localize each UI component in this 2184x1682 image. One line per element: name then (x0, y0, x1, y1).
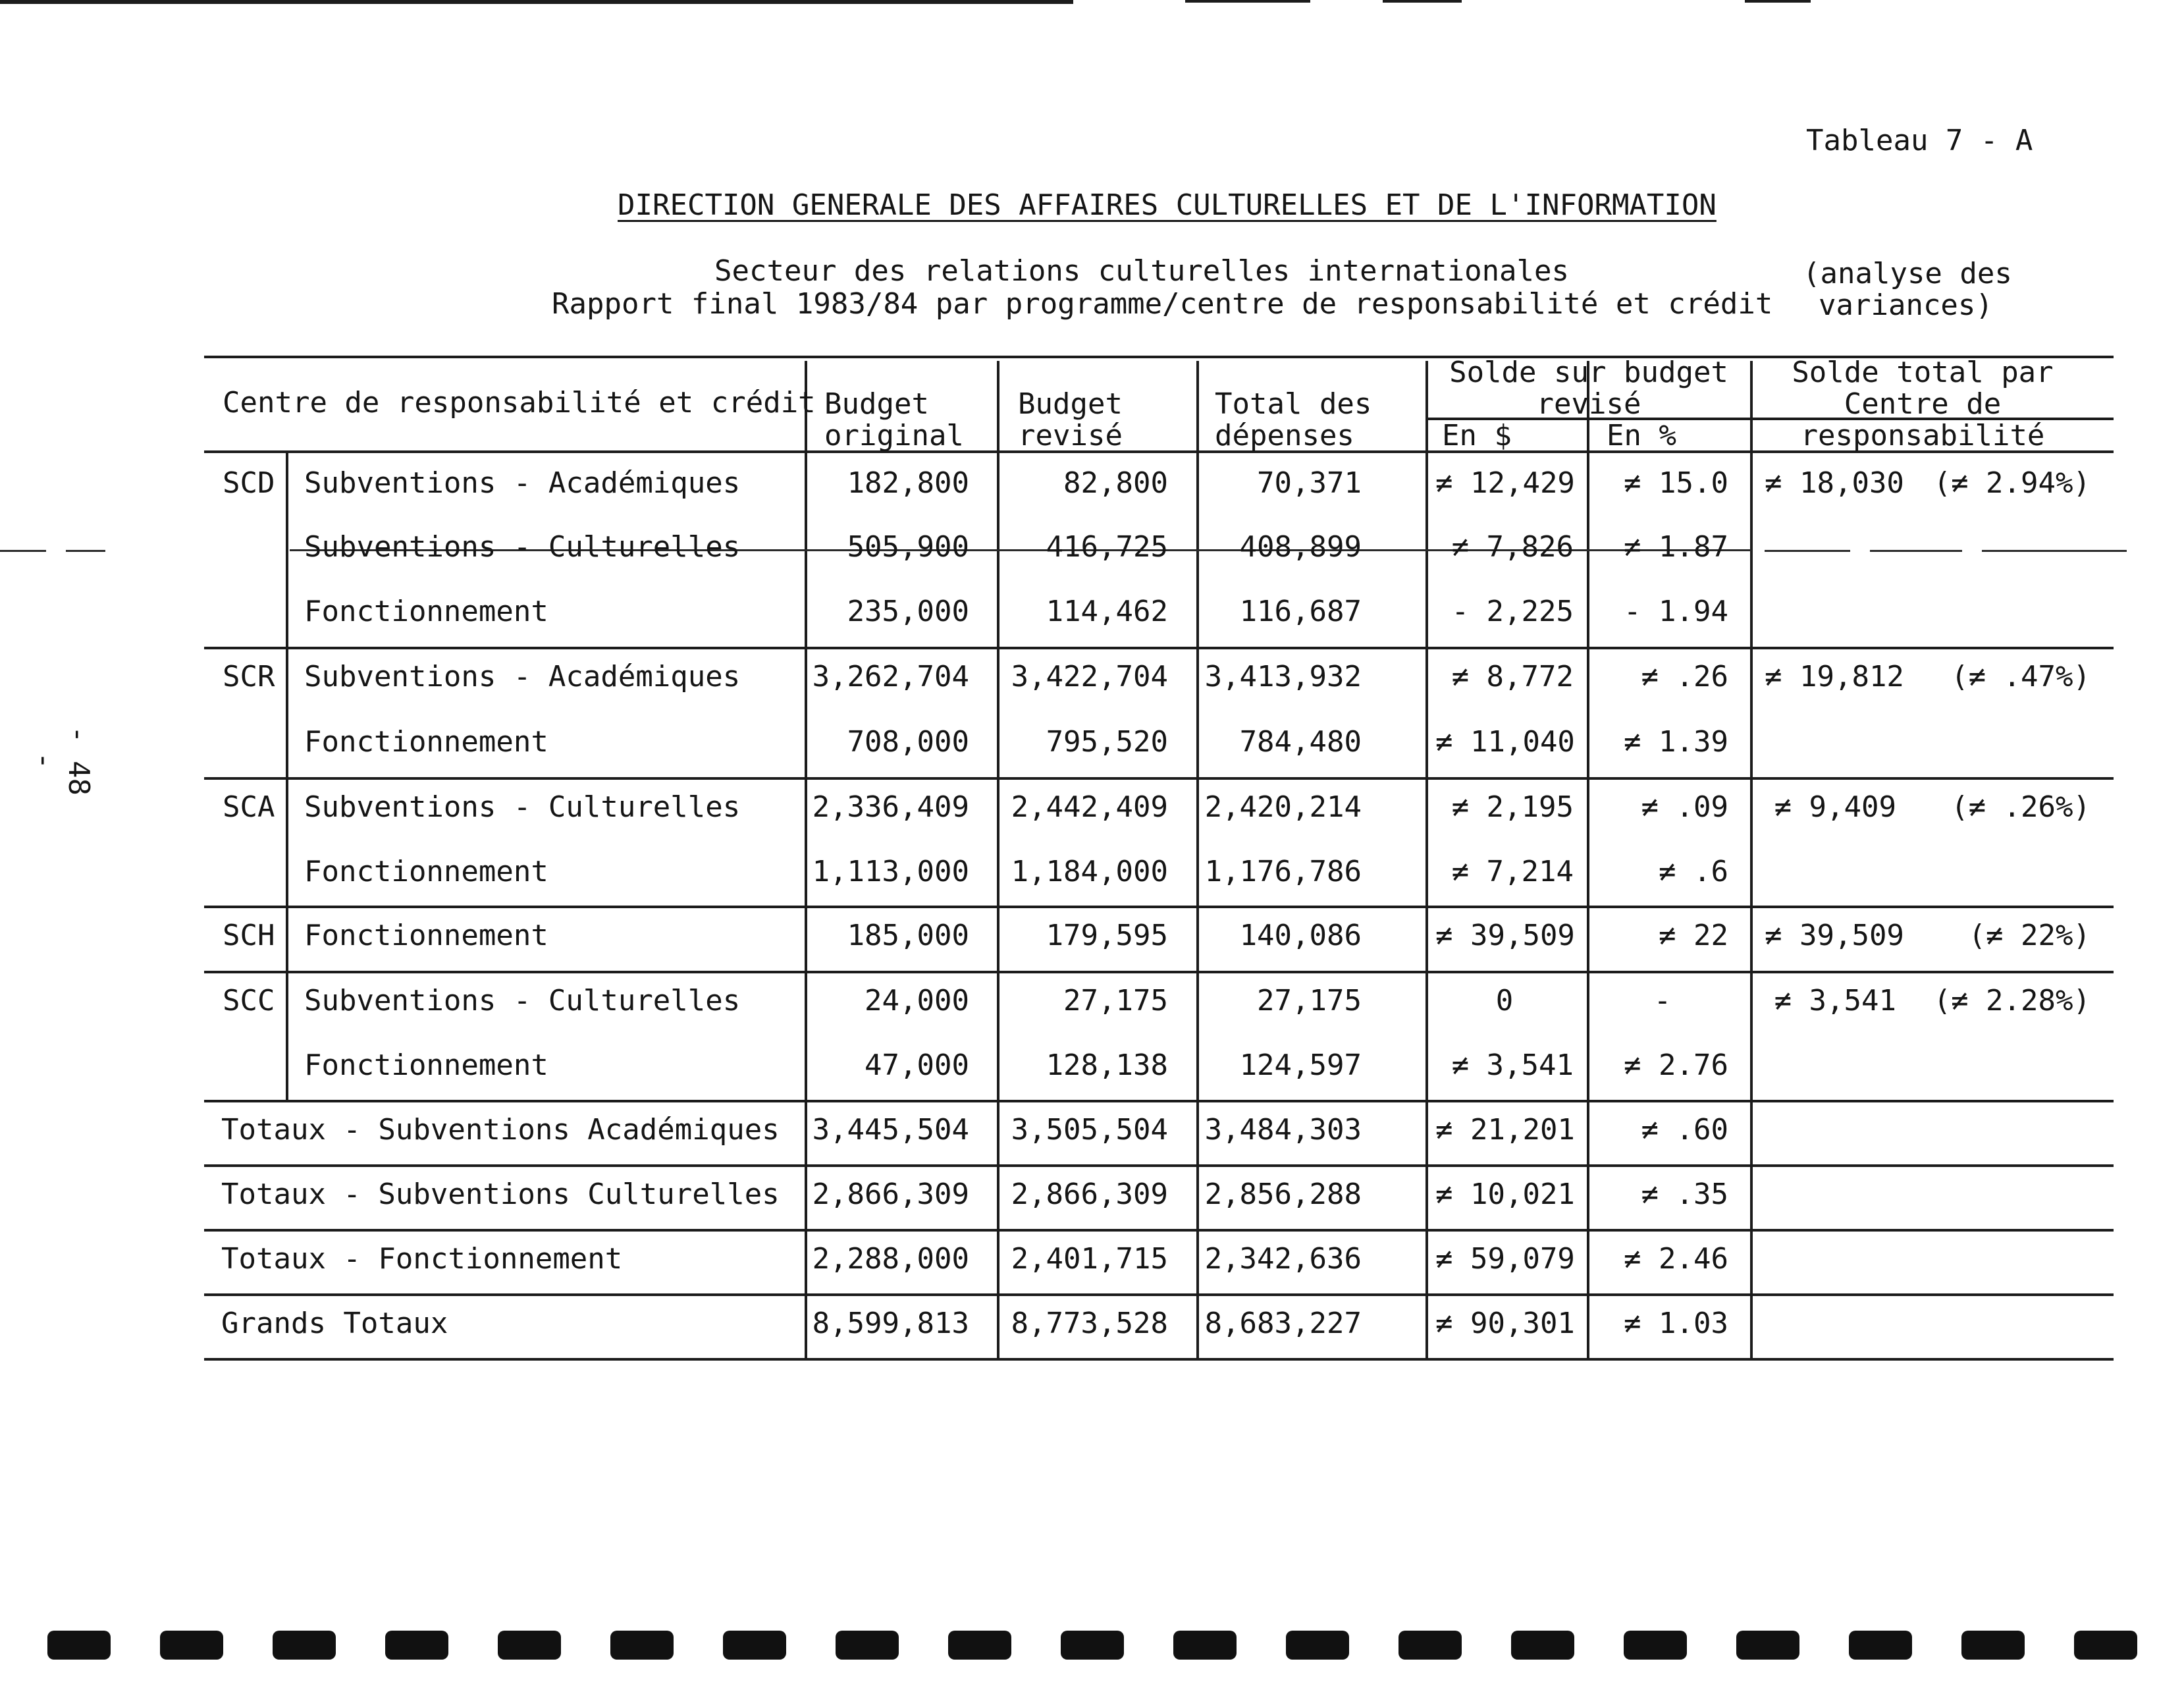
row-total-depenses: 70,371 (1257, 466, 1362, 500)
grid-line (204, 1164, 2114, 1167)
row-solde-dollars: ≠ 12,429 (1435, 466, 1575, 500)
punch-hole (160, 1631, 223, 1660)
row-solde-dollars: ≠ 3,541 (1451, 1048, 1574, 1082)
punch-hole (1849, 1631, 1912, 1660)
scan-dash (1982, 550, 2127, 552)
row-total-depenses: 140,086 (1239, 919, 1362, 952)
row-budget-original: 24,000 (865, 984, 969, 1017)
row-credit: Subventions - Culturelles (304, 984, 741, 1017)
tableau-label: Tableau 7 - A (1806, 124, 2033, 157)
row-solde-dollars: ≠ 11,040 (1435, 725, 1575, 759)
row-code: SCH (223, 919, 275, 952)
punch-hole (47, 1631, 111, 1660)
row-solde-total-pct: (≠ 22%) (1968, 919, 2091, 952)
header-solde-total-2: Centre de (1844, 387, 2002, 421)
grid-line (204, 777, 2114, 780)
subtitle-sector: Secteur des relations culturelles internationales (714, 254, 1570, 288)
grid-line (204, 1358, 2114, 1361)
grid-line (204, 1100, 2114, 1102)
scan-dash (1870, 550, 1962, 552)
row-solde-pct: ≠ .26 (1641, 660, 1728, 693)
scan-dash (66, 550, 105, 552)
header-solde-total-3: responsabilité (1800, 419, 2045, 452)
grid-line (204, 971, 2114, 973)
scan-top-bar (1745, 0, 1811, 3)
row-solde-total: ≠ 19,812 (1765, 660, 1904, 693)
punch-hole (610, 1631, 674, 1660)
row-solde-dollars: 0 (1495, 984, 1514, 1017)
header-budget-original-2: original (824, 419, 964, 452)
totals-budget-revise: 2,401,715 (1011, 1242, 1168, 1276)
side-page-number: - 48 - (28, 726, 95, 796)
totals-label: Grands Totaux (221, 1307, 448, 1340)
row-solde-pct: ≠ 2.76 (1624, 1048, 1728, 1082)
header-budget-revise-2: revisé (1018, 419, 1123, 452)
subtitle-report: Rapport final 1983/84 par programme/centre de responsabilité et crédit (552, 287, 1773, 321)
totals-budget-revise: 3,505,504 (1011, 1113, 1168, 1147)
grid-line (204, 1229, 2114, 1232)
row-budget-original: 3,262,704 (812, 660, 969, 693)
totals-budget-revise: 8,773,528 (1011, 1307, 1168, 1340)
header-total-depenses-2: dépenses (1215, 419, 1354, 452)
row-solde-pct: ≠ 1.39 (1624, 725, 1728, 759)
row-solde-pct: ≠ .09 (1641, 790, 1728, 824)
row-code: SCD (223, 466, 275, 500)
row-solde-total-pct: (≠ 2.28%) (1933, 984, 2091, 1017)
header-en-dollars: En $ (1442, 419, 1512, 452)
punch-hole (1286, 1631, 1349, 1660)
punch-hole (1736, 1631, 1799, 1660)
row-total-depenses: 3,413,932 (1204, 660, 1362, 693)
totals-total-depenses: 2,856,288 (1204, 1178, 1362, 1211)
totals-solde-pct: ≠ .35 (1641, 1178, 1728, 1211)
header-budget-original-1: Budget (824, 387, 929, 421)
totals-budget-original: 3,445,504 (812, 1113, 969, 1147)
row-solde-total-pct: (≠ .47%) (1951, 660, 2091, 693)
row-credit: Fonctionnement (304, 919, 548, 952)
totals-budget-original: 2,866,309 (812, 1178, 969, 1211)
row-total-depenses: 124,597 (1239, 1048, 1362, 1082)
punch-hole (2074, 1631, 2137, 1660)
row-total-depenses: 116,687 (1239, 595, 1362, 628)
punch-hole (1624, 1631, 1687, 1660)
row-total-depenses: 27,175 (1257, 984, 1362, 1017)
punch-hole (836, 1631, 899, 1660)
punch-hole (498, 1631, 561, 1660)
punch-hole (1173, 1631, 1237, 1660)
row-code: SCA (223, 790, 275, 824)
row-solde-dollars: ≠ 8,772 (1451, 660, 1574, 693)
header-centre: Centre de responsabilité et crédit (223, 386, 816, 420)
row-credit: Fonctionnement (304, 855, 548, 888)
header-total-depenses-1: Total des (1215, 387, 1372, 421)
row-credit: Fonctionnement (304, 725, 548, 759)
document-title: DIRECTION GENERALE DES AFFAIRES CULTURELLES ET DE L'INFORMATION (618, 188, 1717, 222)
totals-solde-pct: ≠ 1.03 (1624, 1307, 1728, 1340)
punch-hole (723, 1631, 786, 1660)
row-credit: Fonctionnement (304, 595, 548, 628)
totals-budget-original: 2,288,000 (812, 1242, 969, 1276)
row-solde-pct: - (1653, 984, 1672, 1017)
row-budget-original: 47,000 (865, 1048, 969, 1082)
row-budget-revise: 416,725 (1046, 530, 1168, 564)
row-budget-revise: 1,184,000 (1011, 855, 1168, 888)
row-budget-revise: 179,595 (1046, 919, 1168, 952)
row-total-depenses: 1,176,786 (1204, 855, 1362, 888)
row-solde-pct: ≠ 15.0 (1624, 466, 1728, 500)
row-solde-pct: ≠ 1.87 (1624, 530, 1728, 564)
scan-top-bar (0, 0, 1073, 4)
header-solde-1: Solde sur budget (1449, 356, 1728, 389)
row-budget-revise: 795,520 (1046, 725, 1168, 759)
row-budget-revise: 82,800 (1063, 466, 1168, 500)
row-credit: Subventions - Culturelles (304, 530, 741, 564)
row-budget-original: 2,336,409 (812, 790, 969, 824)
row-solde-pct: ≠ .6 (1659, 855, 1728, 888)
grid-line (997, 361, 999, 1358)
grid-line (805, 361, 807, 1358)
row-code: SCC (223, 984, 275, 1017)
row-solde-dollars: ≠ 7,826 (1451, 530, 1574, 564)
row-solde-total-pct: (≠ 2.94%) (1933, 466, 2091, 500)
row-solde-total-pct: (≠ .26%) (1951, 790, 2091, 824)
row-solde-pct: - 1.94 (1624, 595, 1728, 628)
header-solde-total-1: Solde total par (1792, 356, 2054, 389)
row-code: SCR (223, 660, 275, 693)
scan-dash (1765, 550, 1850, 552)
row-solde-total: ≠ 9,409 (1774, 790, 1896, 824)
header-en-pct: En % (1607, 419, 1676, 452)
row-budget-revise: 128,138 (1046, 1048, 1168, 1082)
scan-top-bar (1185, 0, 1310, 3)
grid-line (1587, 418, 1589, 450)
punch-hole (1961, 1631, 2025, 1660)
totals-total-depenses: 3,484,303 (1204, 1113, 1362, 1147)
grid-line (204, 906, 2114, 908)
note-variances-1: (analyse des (1803, 257, 2012, 290)
totals-label: Totaux - Subventions Culturelles (221, 1178, 780, 1211)
row-budget-revise: 2,442,409 (1011, 790, 1168, 824)
row-total-depenses: 2,420,214 (1204, 790, 1362, 824)
row-budget-revise: 3,422,704 (1011, 660, 1168, 693)
row-solde-total: ≠ 18,030 (1765, 466, 1904, 500)
row-budget-original: 182,800 (847, 466, 969, 500)
punch-hole (1061, 1631, 1124, 1660)
row-budget-original: 185,000 (847, 919, 969, 952)
row-total-depenses: 784,480 (1239, 725, 1362, 759)
grid-line (1587, 361, 1589, 1358)
punch-hole (273, 1631, 336, 1660)
totals-budget-revise: 2,866,309 (1011, 1178, 1168, 1211)
row-solde-dollars: ≠ 39,509 (1435, 919, 1575, 952)
row-credit: Fonctionnement (304, 1048, 548, 1082)
totals-budget-original: 8,599,813 (812, 1307, 969, 1340)
scan-dash (0, 550, 46, 552)
row-budget-original: 708,000 (847, 725, 969, 759)
grid-line (286, 453, 288, 1100)
header-solde-2: revisé (1536, 387, 1641, 421)
row-solde-dollars: ≠ 2,195 (1451, 790, 1574, 824)
punch-hole (385, 1631, 448, 1660)
grid-line (204, 1293, 2114, 1296)
note-variances-2: variances) (1819, 288, 1993, 322)
punch-hole (948, 1631, 1011, 1660)
row-total-depenses: 408,899 (1239, 530, 1362, 564)
row-budget-original: 235,000 (847, 595, 969, 628)
totals-solde-dollars: ≠ 10,021 (1435, 1178, 1575, 1211)
row-solde-total: ≠ 3,541 (1774, 984, 1896, 1017)
totals-solde-pct: ≠ 2.46 (1624, 1242, 1728, 1276)
row-solde-dollars: ≠ 7,214 (1451, 855, 1574, 888)
punch-hole (1398, 1631, 1462, 1660)
totals-total-depenses: 8,683,227 (1204, 1307, 1362, 1340)
row-budget-revise: 114,462 (1046, 595, 1168, 628)
totals-solde-pct: ≠ .60 (1641, 1113, 1728, 1147)
grid-line (1425, 361, 1428, 1358)
row-credit: Subventions - Culturelles (304, 790, 741, 824)
grid-line (1750, 361, 1753, 1358)
row-solde-dollars: - 2,225 (1451, 595, 1574, 628)
totals-solde-dollars: ≠ 21,201 (1435, 1113, 1575, 1147)
row-credit: Subventions - Académiques (304, 660, 741, 693)
grid-line (204, 647, 2114, 649)
row-credit: Subventions - Académiques (304, 466, 741, 500)
row-solde-pct: ≠ 22 (1659, 919, 1728, 952)
grid-line (1196, 361, 1199, 1358)
header-budget-revise-1: Budget (1018, 387, 1123, 421)
row-budget-original: 1,113,000 (812, 855, 969, 888)
row-solde-total: ≠ 39,509 (1765, 919, 1904, 952)
totals-total-depenses: 2,342,636 (1204, 1242, 1362, 1276)
row-budget-revise: 27,175 (1063, 984, 1168, 1017)
totals-label: Totaux - Fonctionnement (221, 1242, 623, 1276)
totals-label: Totaux - Subventions Académiques (221, 1113, 780, 1147)
scan-top-bar (1383, 0, 1462, 3)
row-budget-original: 505,900 (847, 530, 969, 564)
totals-solde-dollars: ≠ 59,079 (1435, 1242, 1575, 1276)
punch-hole (1511, 1631, 1574, 1660)
totals-solde-dollars: ≠ 90,301 (1435, 1307, 1575, 1340)
